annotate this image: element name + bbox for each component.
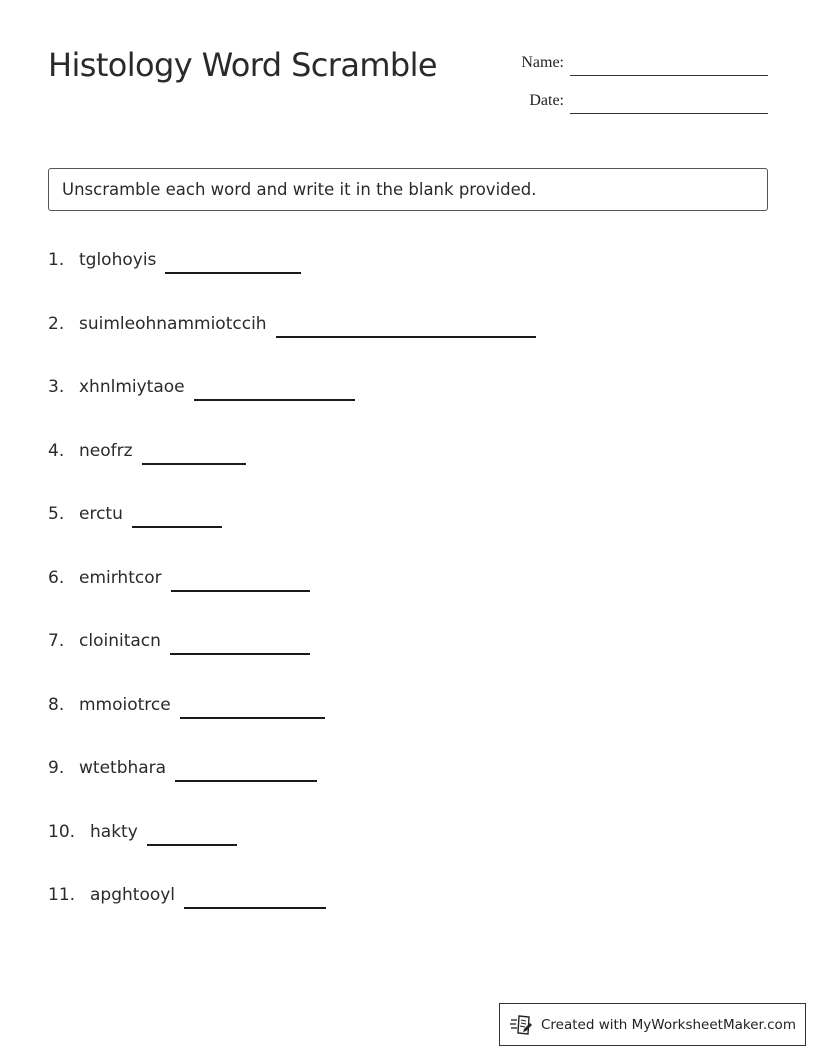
answer-blank[interactable] bbox=[194, 377, 355, 401]
answer-blank[interactable] bbox=[142, 441, 246, 465]
answer-blank[interactable] bbox=[184, 885, 326, 909]
scrambled-word: mmoiotrce bbox=[79, 694, 171, 715]
answer-blank[interactable] bbox=[171, 568, 310, 592]
question-item bbox=[48, 631, 536, 695]
answer-blank[interactable] bbox=[170, 631, 310, 655]
worksheet-title: Histology Word Scramble bbox=[48, 46, 437, 84]
footer-credit-text: Created with MyWorksheetMaker.com bbox=[541, 1016, 796, 1033]
scrambled-word: emirhtcor bbox=[79, 567, 162, 588]
scrambled-word: suimleohnammiotccih bbox=[79, 313, 267, 334]
answer-blank[interactable] bbox=[165, 250, 301, 274]
question-number: 11. bbox=[48, 885, 76, 905]
answer-blank[interactable] bbox=[175, 758, 317, 782]
scrambled-word: xhnlmiytaoe bbox=[79, 377, 185, 397]
question-number: 4. bbox=[48, 440, 65, 461]
date-field[interactable] bbox=[500, 92, 768, 110]
question-item bbox=[48, 377, 536, 441]
answer-blank[interactable] bbox=[276, 314, 536, 338]
answer-blank[interactable] bbox=[180, 695, 325, 719]
question-item bbox=[48, 885, 536, 949]
answer-blank[interactable] bbox=[147, 822, 237, 846]
question-number: 10. bbox=[48, 821, 76, 842]
question-number: 6. bbox=[48, 567, 65, 588]
question-item bbox=[48, 822, 536, 886]
name-field[interactable] bbox=[500, 54, 768, 72]
name-line[interactable] bbox=[570, 74, 768, 76]
scrambled-word: apghtooyl bbox=[90, 885, 176, 905]
name-label: Name: bbox=[521, 54, 564, 71]
question-item bbox=[48, 250, 536, 314]
question-item bbox=[48, 504, 536, 568]
scrambled-word: neofrz bbox=[79, 440, 133, 461]
date-label: Date: bbox=[529, 92, 564, 109]
scrambled-word: erctu bbox=[79, 504, 123, 524]
question-number: 8. bbox=[48, 694, 65, 715]
footer-credit-badge[interactable] bbox=[499, 1003, 806, 1046]
question-item bbox=[48, 568, 536, 632]
date-line[interactable] bbox=[570, 112, 768, 114]
question-number: 5. bbox=[48, 504, 65, 524]
question-number: 7. bbox=[48, 631, 65, 651]
question-item bbox=[48, 314, 536, 378]
question-item bbox=[48, 441, 536, 505]
scrambled-word: wtetbhara bbox=[79, 758, 167, 778]
scrambled-word: cloinitacn bbox=[79, 631, 161, 651]
scrambled-word: tglohoyis bbox=[79, 250, 157, 270]
question-number: 3. bbox=[48, 377, 65, 397]
question-item bbox=[48, 695, 536, 759]
question-number: 1. bbox=[48, 250, 65, 270]
myworksheetmaker-logo-icon bbox=[510, 1014, 534, 1036]
question-item bbox=[48, 758, 536, 822]
question-list bbox=[48, 250, 536, 949]
question-number: 9. bbox=[48, 758, 65, 778]
question-number: 2. bbox=[48, 313, 65, 334]
scrambled-word: hakty bbox=[90, 821, 138, 842]
instructions-text: Unscramble each word and write it in the blank provided. bbox=[62, 180, 537, 199]
instructions-box bbox=[48, 168, 768, 211]
answer-blank[interactable] bbox=[132, 504, 222, 528]
